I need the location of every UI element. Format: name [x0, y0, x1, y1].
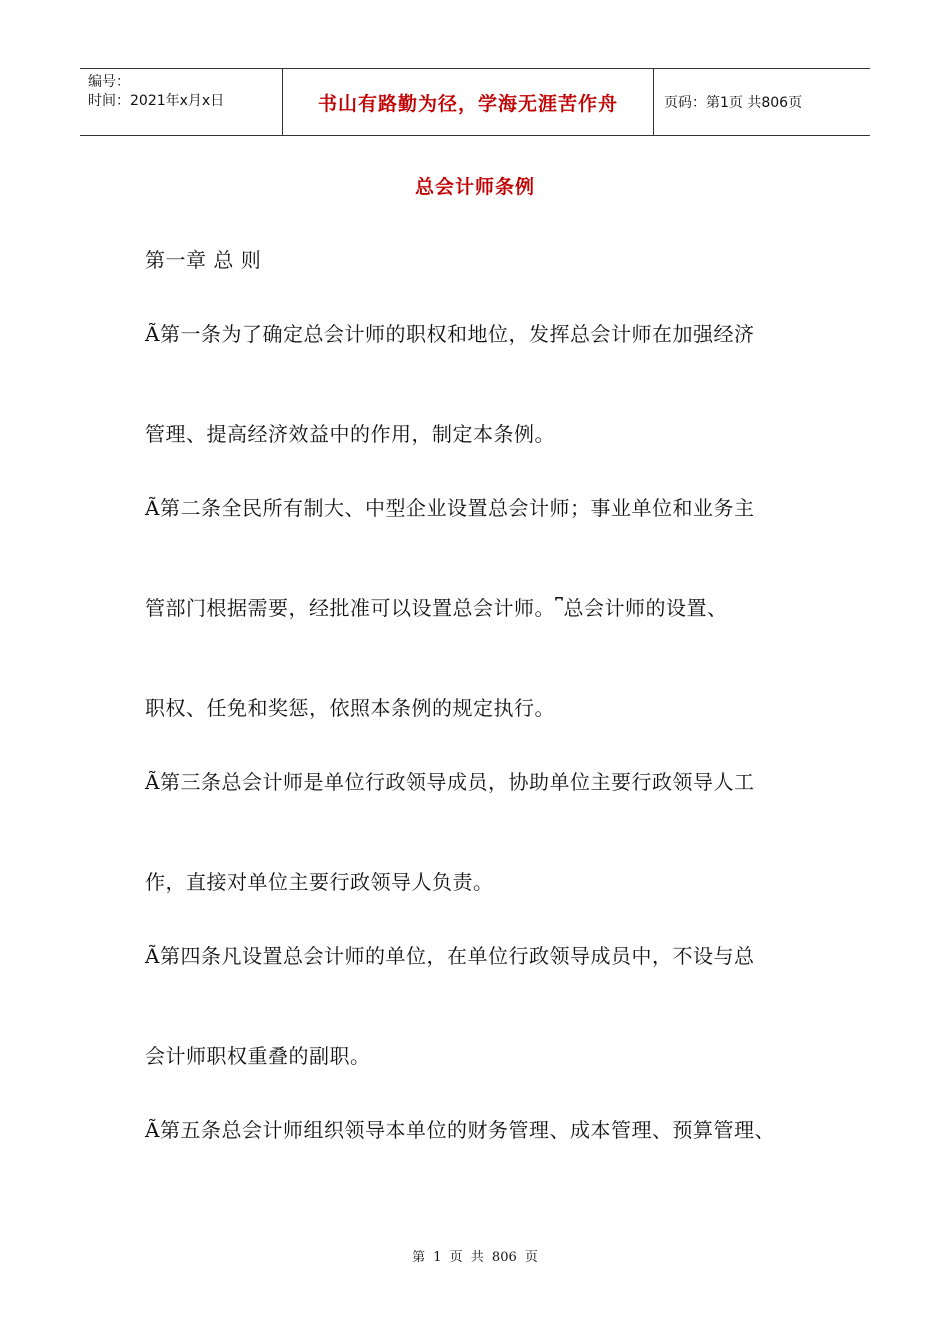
header-meta	[80, 69, 282, 135]
text-line: 职权、任免和奖惩，依照本条例的规定执行。	[145, 696, 555, 720]
header-page-info: 页码：第1页 共806页	[664, 95, 803, 111]
text-line: 管理、提高经济效益中的作用，制定本条例。	[145, 422, 555, 446]
text-line: 管部门根据需要，经批准可以设置总会计师。⎴总会计师的设置、	[145, 596, 728, 620]
text-line: Ã第一条为了确定总会计师的职权和地位，发挥总会计师在加强经济	[145, 322, 755, 346]
text-line: Ã第三条总会计师是单位行政领导成员，协助单位主要行政领导人工	[145, 770, 755, 794]
chapter-heading: 第一章 总 则	[145, 248, 262, 272]
page-footer: 第 1 页 共 806 页	[412, 1250, 538, 1265]
number-label: 编号：	[88, 74, 130, 90]
text-line: Ã第四条凡设置总会计师的单位，在单位行政领导成员中，不设与总	[145, 944, 755, 968]
header-table	[80, 68, 870, 136]
time-label: 时间：2021年x月x日	[88, 93, 225, 109]
text-line: 作，直接对单位主要行政领导人负责。	[145, 870, 494, 894]
text-line: Ã第二条全民所有制大、中型企业设置总会计师；事业单位和业务主	[145, 496, 755, 520]
text-line: 会计师职权重叠的副职。	[145, 1044, 371, 1068]
document-title: 总会计师条例	[414, 176, 535, 198]
text-line: Ã第五条总会计师组织领导本单位的财务管理、成本管理、预算管理、	[145, 1118, 775, 1142]
header-motto: 书山有路勤为径，学海无涯苦作舟	[282, 69, 654, 135]
